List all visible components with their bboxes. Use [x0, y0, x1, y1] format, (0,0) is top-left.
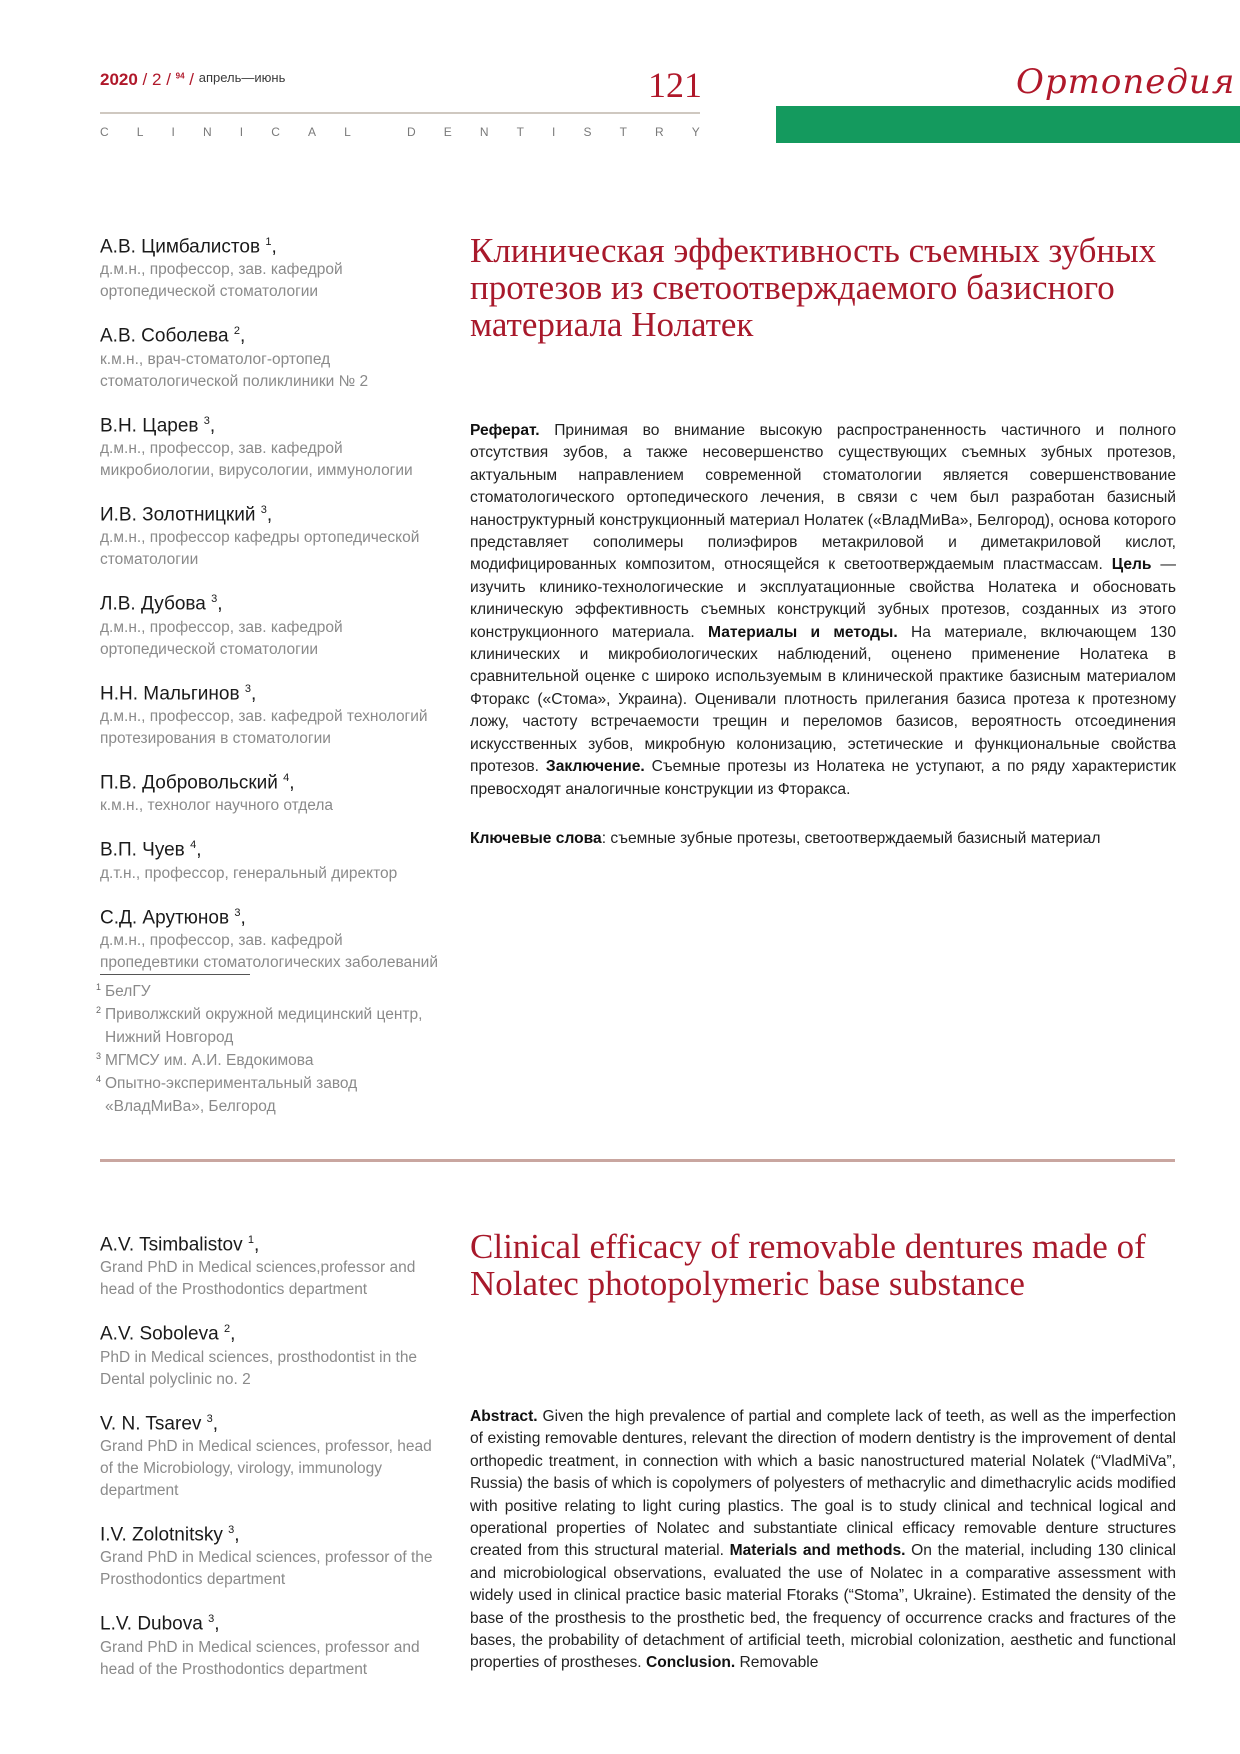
affiliation-mark: 3: [211, 593, 218, 606]
author-entry: [100, 498, 440, 571]
page-number: 121: [648, 65, 702, 105]
author-name-text: В.П. Чуев: [100, 839, 185, 861]
affiliation-mark: 3: [234, 906, 241, 919]
footnote-rule: [100, 974, 250, 975]
affiliation-text: Приволжский окружной медицинский центр, Нижний Новгород: [105, 1006, 423, 1046]
author-credentials: д.м.н., профессор, зав. кафедрой микробиологии, вирусологии, иммунологии: [100, 439, 413, 479]
abstract-heading: Abstract.: [470, 1408, 538, 1425]
author-entry: [100, 901, 440, 974]
section-divider: [100, 1159, 1175, 1162]
affiliation-mark: 3: [208, 1613, 215, 1626]
author-credentials: Grand PhD in Medical sciences, professor and head of the Prosthodontics department: [100, 1638, 420, 1678]
author-name: L.V. Dubova $^3$,: [100, 1613, 220, 1635]
issue-separator: /: [161, 70, 176, 89]
author-credentials: д.т.н., профессор, генеральный директор: [100, 864, 398, 882]
abstract-heading: Реферат.: [470, 422, 540, 439]
author-name: А.В. Цимбалистов $^1$,: [100, 236, 277, 258]
journal-letter: N: [202, 125, 212, 139]
keywords-text: : съемные зубные протезы, светоотверждаемый базисный материал: [601, 830, 1101, 847]
abstract-text: Принимая во внимание высокую распространенность частичного и полного отсутствия зубов, а также несовершенство существующих съемных зубных протезов, актуальным направлением современной стоматологии является совершенствование стоматологического ортопедического лечения, в связи с чем был разработан базисный наноструктурный конструкционный материал Нолатек («ВладМиВа», Белгород), основа которого представляет сополимеры полиэфиров метакриловой и диметакриловой кислот, модифицированных композитом, относящейся к светоотверждаемым пластмассам.: [470, 422, 1176, 574]
affiliation-number: 4: [96, 1074, 102, 1084]
author-name: A.V. Soboleva $^2$,: [100, 1323, 236, 1345]
issue-separator: /: [184, 70, 199, 89]
affiliation-mark: 4: [283, 771, 290, 784]
author-name: В.П. Чуев $^4$,: [100, 839, 202, 861]
author-entry: [100, 677, 440, 750]
abstract-heading: Цель: [1111, 556, 1152, 574]
author-name-text: A.V. Tsimbalistov: [100, 1234, 243, 1256]
author-credentials: д.м.н., профессор, зав. кафедрой пропедевтики стоматологических заболеваний: [100, 931, 439, 971]
author-credentials: д.м.н., профессор, зав. кафедрой ортопедической стоматологии: [100, 261, 343, 301]
author-entry: [100, 1228, 440, 1301]
author-name-text: В.Н. Царев: [100, 414, 199, 436]
author-name-text: Н.Н. Мальгинов: [100, 682, 240, 704]
section-band: [776, 106, 1240, 143]
author-name-text: П.В. Добровольский: [100, 772, 278, 794]
author-name: В.Н. Царев $^3$,: [100, 414, 216, 436]
author-entry: [100, 230, 440, 303]
author-credentials: д.м.н., профессор кафедры ортопедической стоматологии: [100, 529, 420, 569]
abstract-text: Removable: [735, 1654, 819, 1672]
abstract-text: — изучить клинико-технологические и эксплуатационные свойства Нолатека и обосновать клиническую эффективность съемных конструкций зубных протезов, созданных из этого конструкционного материала.: [470, 556, 1176, 641]
affiliation-text: Опытно-экспериментальный завод «ВладМиВа», Белгород: [105, 1075, 358, 1115]
affiliation-number: 3: [96, 1051, 102, 1061]
author-name-text: А.В. Соболева: [100, 325, 229, 347]
affiliation-mark: 1: [247, 1234, 254, 1246]
journal-letter: T: [619, 125, 627, 139]
keywords-ru: [470, 830, 1176, 848]
author-name-text: V. N. Tsarev: [100, 1412, 202, 1434]
author-entry: [100, 319, 440, 392]
affiliation-mark: 2: [233, 325, 241, 338]
affiliation-mark: 3: [260, 503, 267, 516]
keywords-label: Ключевые слова: [470, 830, 602, 847]
author-entry: [100, 1607, 440, 1680]
abstract-ru: [470, 420, 1176, 801]
author-name: I.V. Zolotnitsky $^3$,: [100, 1523, 240, 1546]
journal-letter: Y: [691, 125, 700, 139]
author-name-text: Л.В. Дубова: [100, 593, 206, 615]
abstract-heading: Materials and methods.: [729, 1542, 906, 1560]
author-entry: [100, 1407, 440, 1502]
author-name: A.V. Tsimbalistov $^1$,: [100, 1234, 260, 1256]
journal-letter: I: [552, 125, 556, 139]
abstract-heading: Материалы и методы.: [708, 623, 898, 641]
journal-letter: D: [406, 125, 416, 139]
author-entry: [100, 1317, 440, 1390]
abstract-text: Given the high prevalence of partial and complete lack of teeth, as well as the imperfection of existing removable dentures, relevant the direction of modern dentistry is the improvement of dental orthopedic treatment, in connection with which a basic nanostructured material Nolatek (“VladMiVa”, Russia) the basis of which is copolymers of polyesters of methacrylic and dimethacrylic acids modified with positive relating to light curing plastics. The goal is to study clinical and technical logical and operational properties of Nolatec and substantiate clinical efficacy removable denture structures created from this structural material.: [470, 1408, 1176, 1560]
author-entry: [100, 766, 440, 817]
abstract-text: Съемные протезы из Нолатека не уступают, а по ряду характеристик превосходят аналогичные конструкции из Фторакса.: [470, 758, 1176, 798]
affiliation-item: [96, 1072, 436, 1118]
journal-letter: I: [171, 125, 175, 139]
author-name: Л.В. Дубова $^3$,: [100, 593, 223, 615]
author-credentials: д.м.н., профессор, зав. кафедрой ортопедической стоматологии: [100, 618, 343, 658]
affiliation-mark: 3: [203, 414, 210, 427]
affiliations: [96, 980, 436, 1118]
abstract-heading: Conclusion.: [645, 1654, 736, 1672]
journal-letter: N: [479, 125, 489, 139]
journal-letter: C: [100, 125, 109, 139]
issue-number: 2: [152, 70, 162, 89]
author-name: И.В. Золотницкий $^3$,: [100, 503, 273, 526]
issue-year: 2020: [100, 70, 138, 89]
journal-letter: S: [583, 125, 592, 139]
author-credentials: PhD in Medical sciences, prosthodontist in the Dental polyclinic no. 2: [100, 1348, 418, 1388]
journal-letter: L: [344, 125, 351, 139]
author-name: V. N. Tsarev $^3$,: [100, 1412, 219, 1434]
author-credentials: к.м.н., врач-стоматолог-ортопед стоматологической поликлиники № 2: [100, 350, 369, 390]
author-entry: [100, 409, 440, 482]
authors-en: [100, 1228, 440, 1697]
author-entry: [100, 833, 440, 884]
journal-letter: T: [516, 125, 524, 139]
journal-letter: A: [307, 125, 316, 139]
journal-name: [100, 125, 700, 139]
journal-letter: I: [239, 125, 244, 139]
authors-ru: [100, 230, 440, 990]
journal-letter: L: [136, 125, 144, 139]
header-rule: [100, 112, 700, 114]
issue-total: 94: [175, 71, 185, 81]
author-credentials: Grand PhD in Medical sciences,professor and head of the Prosthodontics department: [100, 1259, 416, 1299]
author-name-text: L.V. Dubova: [100, 1613, 203, 1635]
abstract-text: On the material, including 130 clinical and microbiological observations, evaluated the use of Nolatec in a comparative assessment with widely used in clinical practice basic material Ftoraks (“Stoma”, Ukraine). Estimated the density of the base of the prosthesis to the prosthetic bed, the frequency of occurrence cracks and fractures of the bases, the probability of detachment of artificial teeth, microbial colonization, aesthetic and functional properties of prostheses.: [470, 1542, 1176, 1672]
author-name-text: С.Д. Арутюнов: [100, 906, 230, 928]
article-title-en: Clinical efficacy of removable dentures made of Nolatec photopolymeric base substance: [470, 1227, 1146, 1303]
section-title: Ортопедия: [1016, 62, 1236, 102]
author-credentials: к.м.н., технолог научного отдела: [100, 797, 334, 815]
affiliation-mark: 3: [206, 1412, 213, 1425]
author-name-text: А.В. Цимбалистов: [100, 236, 261, 258]
author-credentials: д.м.н., профессор, зав. кафедрой технологий протезирования в стоматологии: [100, 707, 428, 747]
author-entry: [100, 587, 440, 660]
author-name-text: A.V. Soboleva: [100, 1323, 219, 1345]
author-credentials: Grand PhD in Medical sciences, professor of the Prosthodontics department: [100, 1549, 433, 1589]
author-credentials: Grand PhD in Medical sciences, professor, head of the Microbiology, virology, immunology department: [100, 1437, 432, 1499]
author-name: А.В. Соболева $^2$,: [100, 325, 246, 347]
affiliation-mark: 4: [190, 839, 197, 852]
journal-letter: C: [271, 125, 280, 139]
affiliation-text: БелГУ: [105, 983, 151, 1000]
affiliation-number: 2: [96, 1005, 102, 1015]
affiliation-item: [96, 1003, 436, 1049]
issue-info: [100, 70, 285, 90]
affiliation-item: [96, 980, 436, 1003]
affiliation-mark: 3: [244, 682, 251, 695]
author-name-text: И.В. Золотницкий: [100, 504, 256, 526]
journal-letter: E: [443, 125, 452, 139]
author-name: С.Д. Арутюнов $^3$,: [100, 906, 246, 928]
author-name: П.В. Добровольский $^4$,: [100, 771, 295, 794]
article-title-ru: Клиническая эффективность съемных зубных протезов из светоотверждаемого базисного материала Нолатек: [470, 231, 1157, 344]
affiliation-item: [96, 1049, 436, 1072]
affiliation-mark: 1: [265, 236, 272, 248]
abstract-en: [470, 1406, 1176, 1675]
affiliation-mark: 3: [228, 1523, 235, 1536]
author-entry: [100, 1518, 440, 1591]
affiliation-mark: 2: [223, 1323, 231, 1336]
author-name: Н.Н. Мальгинов $^3$,: [100, 682, 257, 704]
abstract-heading: Заключение.: [545, 758, 645, 776]
issue-period: апрель—июнь: [198, 70, 286, 85]
journal-letter: R: [655, 125, 664, 139]
abstract-text: На материале, включающем 130 клинических и микробиологических наблюдений, оценено применение Нолатека в сравнительной оценке с широко используемым в клинической практике базисным материалом Фторакс («Стома», Украина). Оценивали плотность прилегания базиса протеза к протезному ложу, частоту встречаемости трещин и переломов базисов, вероятность отсоединения искусственных зубов, микробную колонизацию, эстетические и функциональные свойства протезов.: [470, 623, 1176, 776]
author-name-text: I.V. Zolotnitsky: [100, 1524, 223, 1546]
affiliation-text: МГМСУ им. А.И. Евдокимова: [105, 1052, 314, 1069]
affiliation-number: 1: [96, 982, 102, 992]
issue-separator: /: [137, 70, 152, 89]
